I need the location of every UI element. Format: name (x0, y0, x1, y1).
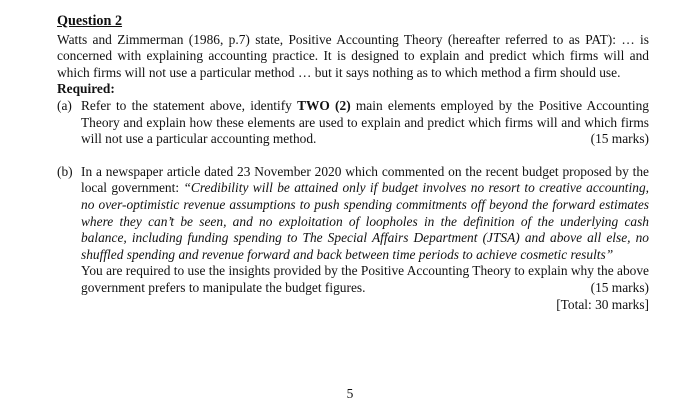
part-b-label: (b) (57, 163, 73, 179)
part-a-text-after: main elements employed by the Positive Accounting Theory and explain how these elements are used to explain and predict which firms will and which firms will not use a particular accounting method. (81, 97, 649, 147)
part-a-paragraph (81, 98, 649, 148)
question-heading: Question 2 (57, 13, 123, 29)
part-b-marks: (15 marks) (590, 279, 649, 295)
required-label: Required: (57, 81, 115, 97)
part-b (57, 164, 649, 313)
part-a-marks: (15 marks) (590, 131, 649, 147)
intro-paragraph: Watts and Zimmerman (1986, p.7) state, Positive Accounting Theory (hereafter referred to as PAT): … is concerned with explaining accounting practice. It is designed to explain and predict which firms will and which firms will not use a particular method … but it says nothing as to which method a firm should use. (57, 31, 649, 80)
part-b-text: In a newspaper article dated 23 November 2020 which commented on the recent budget proposed by the local government: (81, 163, 649, 196)
part-a (57, 98, 649, 148)
page-number: 5 (346, 386, 354, 401)
part-a-text-before: Refer to the statement above, identify (81, 97, 298, 113)
total-marks: [Total: 30 marks] (556, 296, 649, 312)
question-content (57, 13, 649, 313)
part-b-followup-text: You are required to use the insights provided by the Positive Accounting Theory to explain why the above government prefers to manipulate the budget figures. (81, 263, 649, 295)
part-a-bold-text: TWO (2) (297, 97, 351, 113)
part-b-paragraph (81, 164, 649, 264)
part-b-followup-paragraph (81, 263, 649, 296)
part-b-quote: “Credibility will be attained only if budget involves no resort to creative accounting, no over-optimistic revenue assumptions to push spending commitments off beyond the forward estimates where they can’t be seen, and no exploitation of loopholes in the definition of the underlying cash balance, including funding spending to The Special Affairs Department (JTSA) and above all else, no shuffled spending and revenue forward and back between time periods to achieve cosmetic results” (81, 180, 649, 262)
part-a-label: (a) (57, 97, 72, 113)
